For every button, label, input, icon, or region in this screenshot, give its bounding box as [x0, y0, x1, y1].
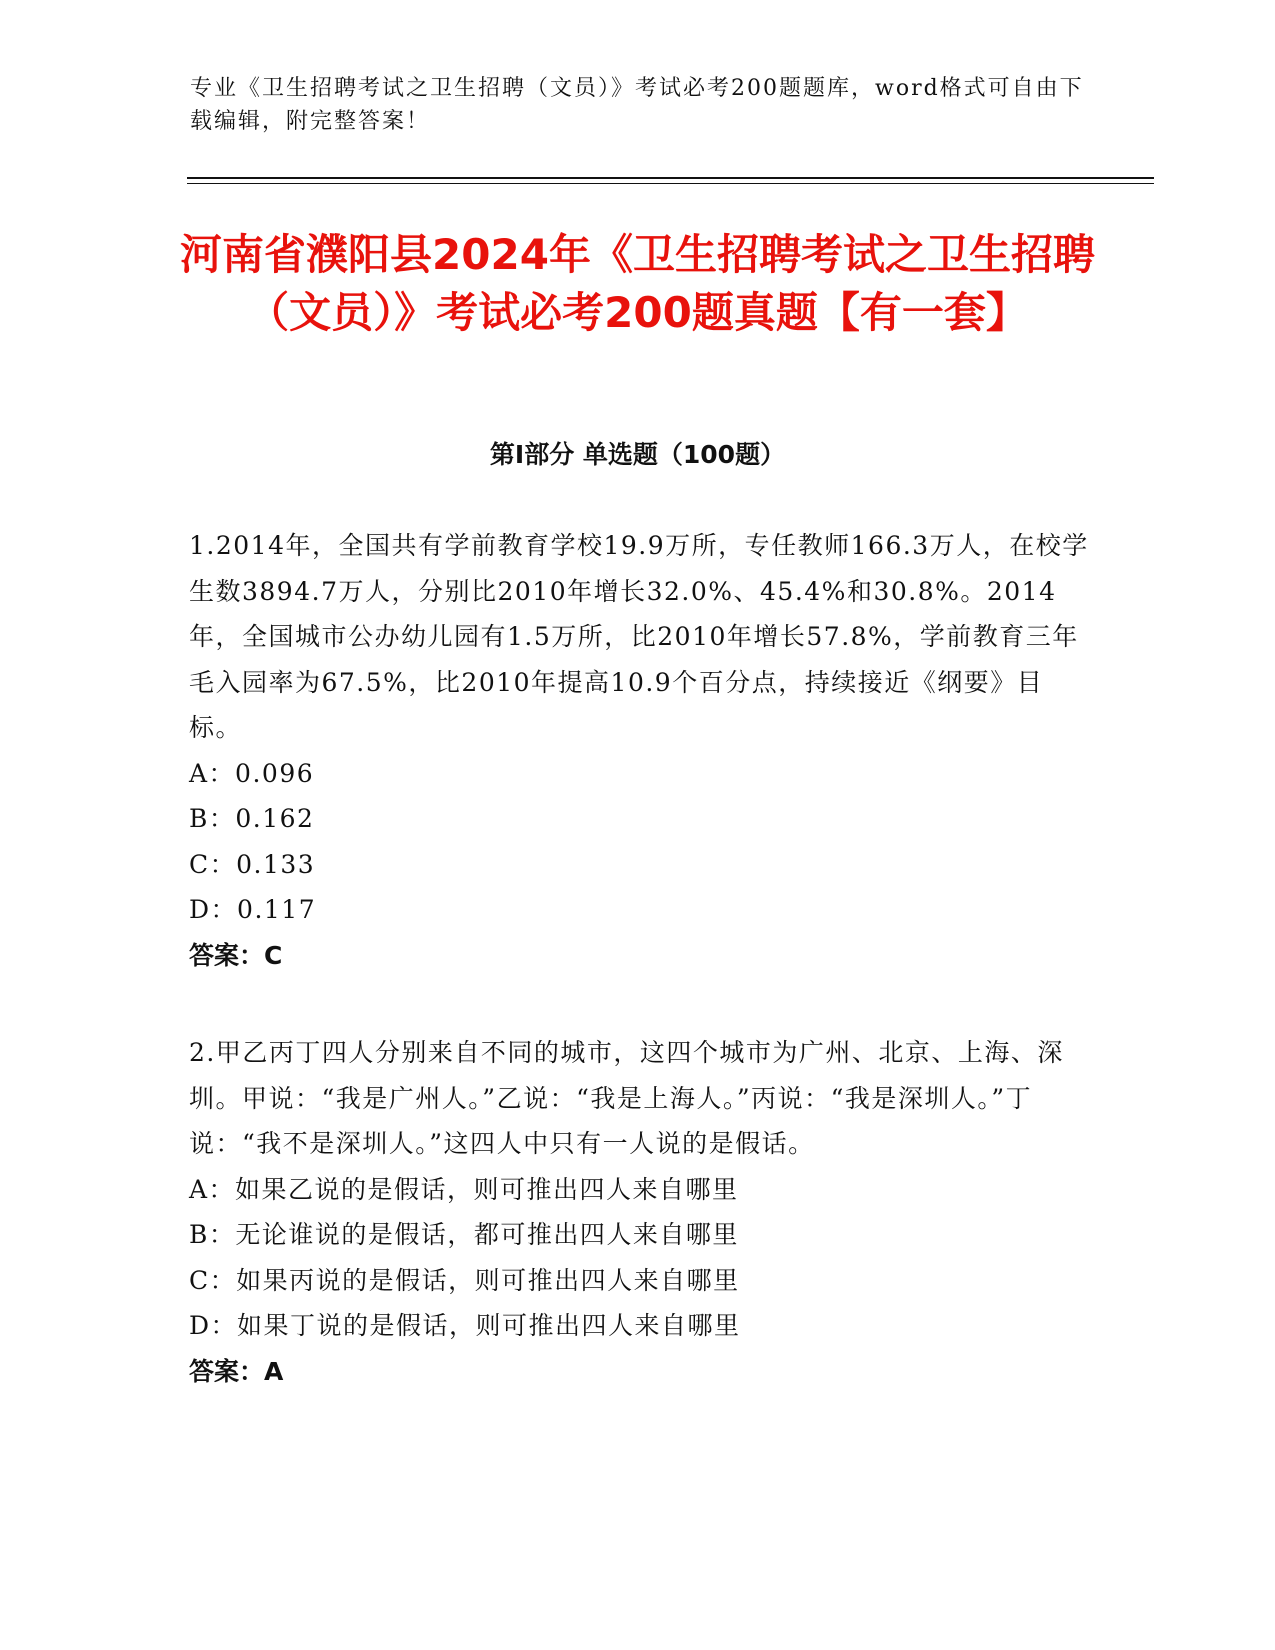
header-note: 专业《卫生招聘考试之卫生招聘（文员）》考试必考200题题库，word格式可自由下载编辑，附完整答案！: [190, 76, 1084, 134]
option-b: B：无论谁说的是假话，都可推出四人来自哪里: [189, 1220, 739, 1249]
option-d: D：0.117: [189, 895, 317, 924]
option-b: B：0.162: [189, 804, 315, 833]
question-2: [189, 1030, 1089, 1394]
question-stem: 2.甲乙丙丁四人分别来自不同的城市，这四个城市为广州、北京、上海、深圳。甲说：“我是广州人。”乙说：“我是上海人。”丙说：“我是深圳人。”丁说：“我不是深圳人。”这四人中只有一人说的是假话。: [189, 1038, 1064, 1158]
option-c: C：如果丙说的是假话，则可推出四人来自哪里: [189, 1265, 740, 1295]
document-title: 河南省濮阳县2024年《卫生招聘考试之卫生招聘（文员）》考试必考200题真题【有一套】: [180, 230, 1095, 337]
header-divider-thick: [187, 177, 1154, 179]
section-heading: 第I部分 单选题（100题）: [489, 440, 786, 469]
option-c: C：0.133: [189, 849, 316, 879]
question-stem: 1.2014年，全国共有学前教育学校19.9万所，专任教师166.3万人，在校学生数3894.7万人，分别比2010年增长32.0%、45.4%和30.8%。2014年，全国城市公办幼儿园有1.5万所，比2010年增长57.8%，学前教育三年毛入园率为67.5%，比2010年提高10.9个百分点，持续接近《纲要》目标。: [189, 531, 1089, 742]
question-1: [189, 523, 1089, 978]
header-divider-thin: [187, 183, 1154, 184]
answer-line: 答案：C: [189, 940, 283, 970]
option-d: D：如果丁说的是假话，则可推出四人来自哪里: [189, 1311, 741, 1340]
answer-line: 答案：A: [189, 1356, 284, 1386]
option-a: A：0.096: [189, 758, 315, 788]
option-a: A：如果乙说的是假话，则可推出四人来自哪里: [189, 1174, 739, 1204]
